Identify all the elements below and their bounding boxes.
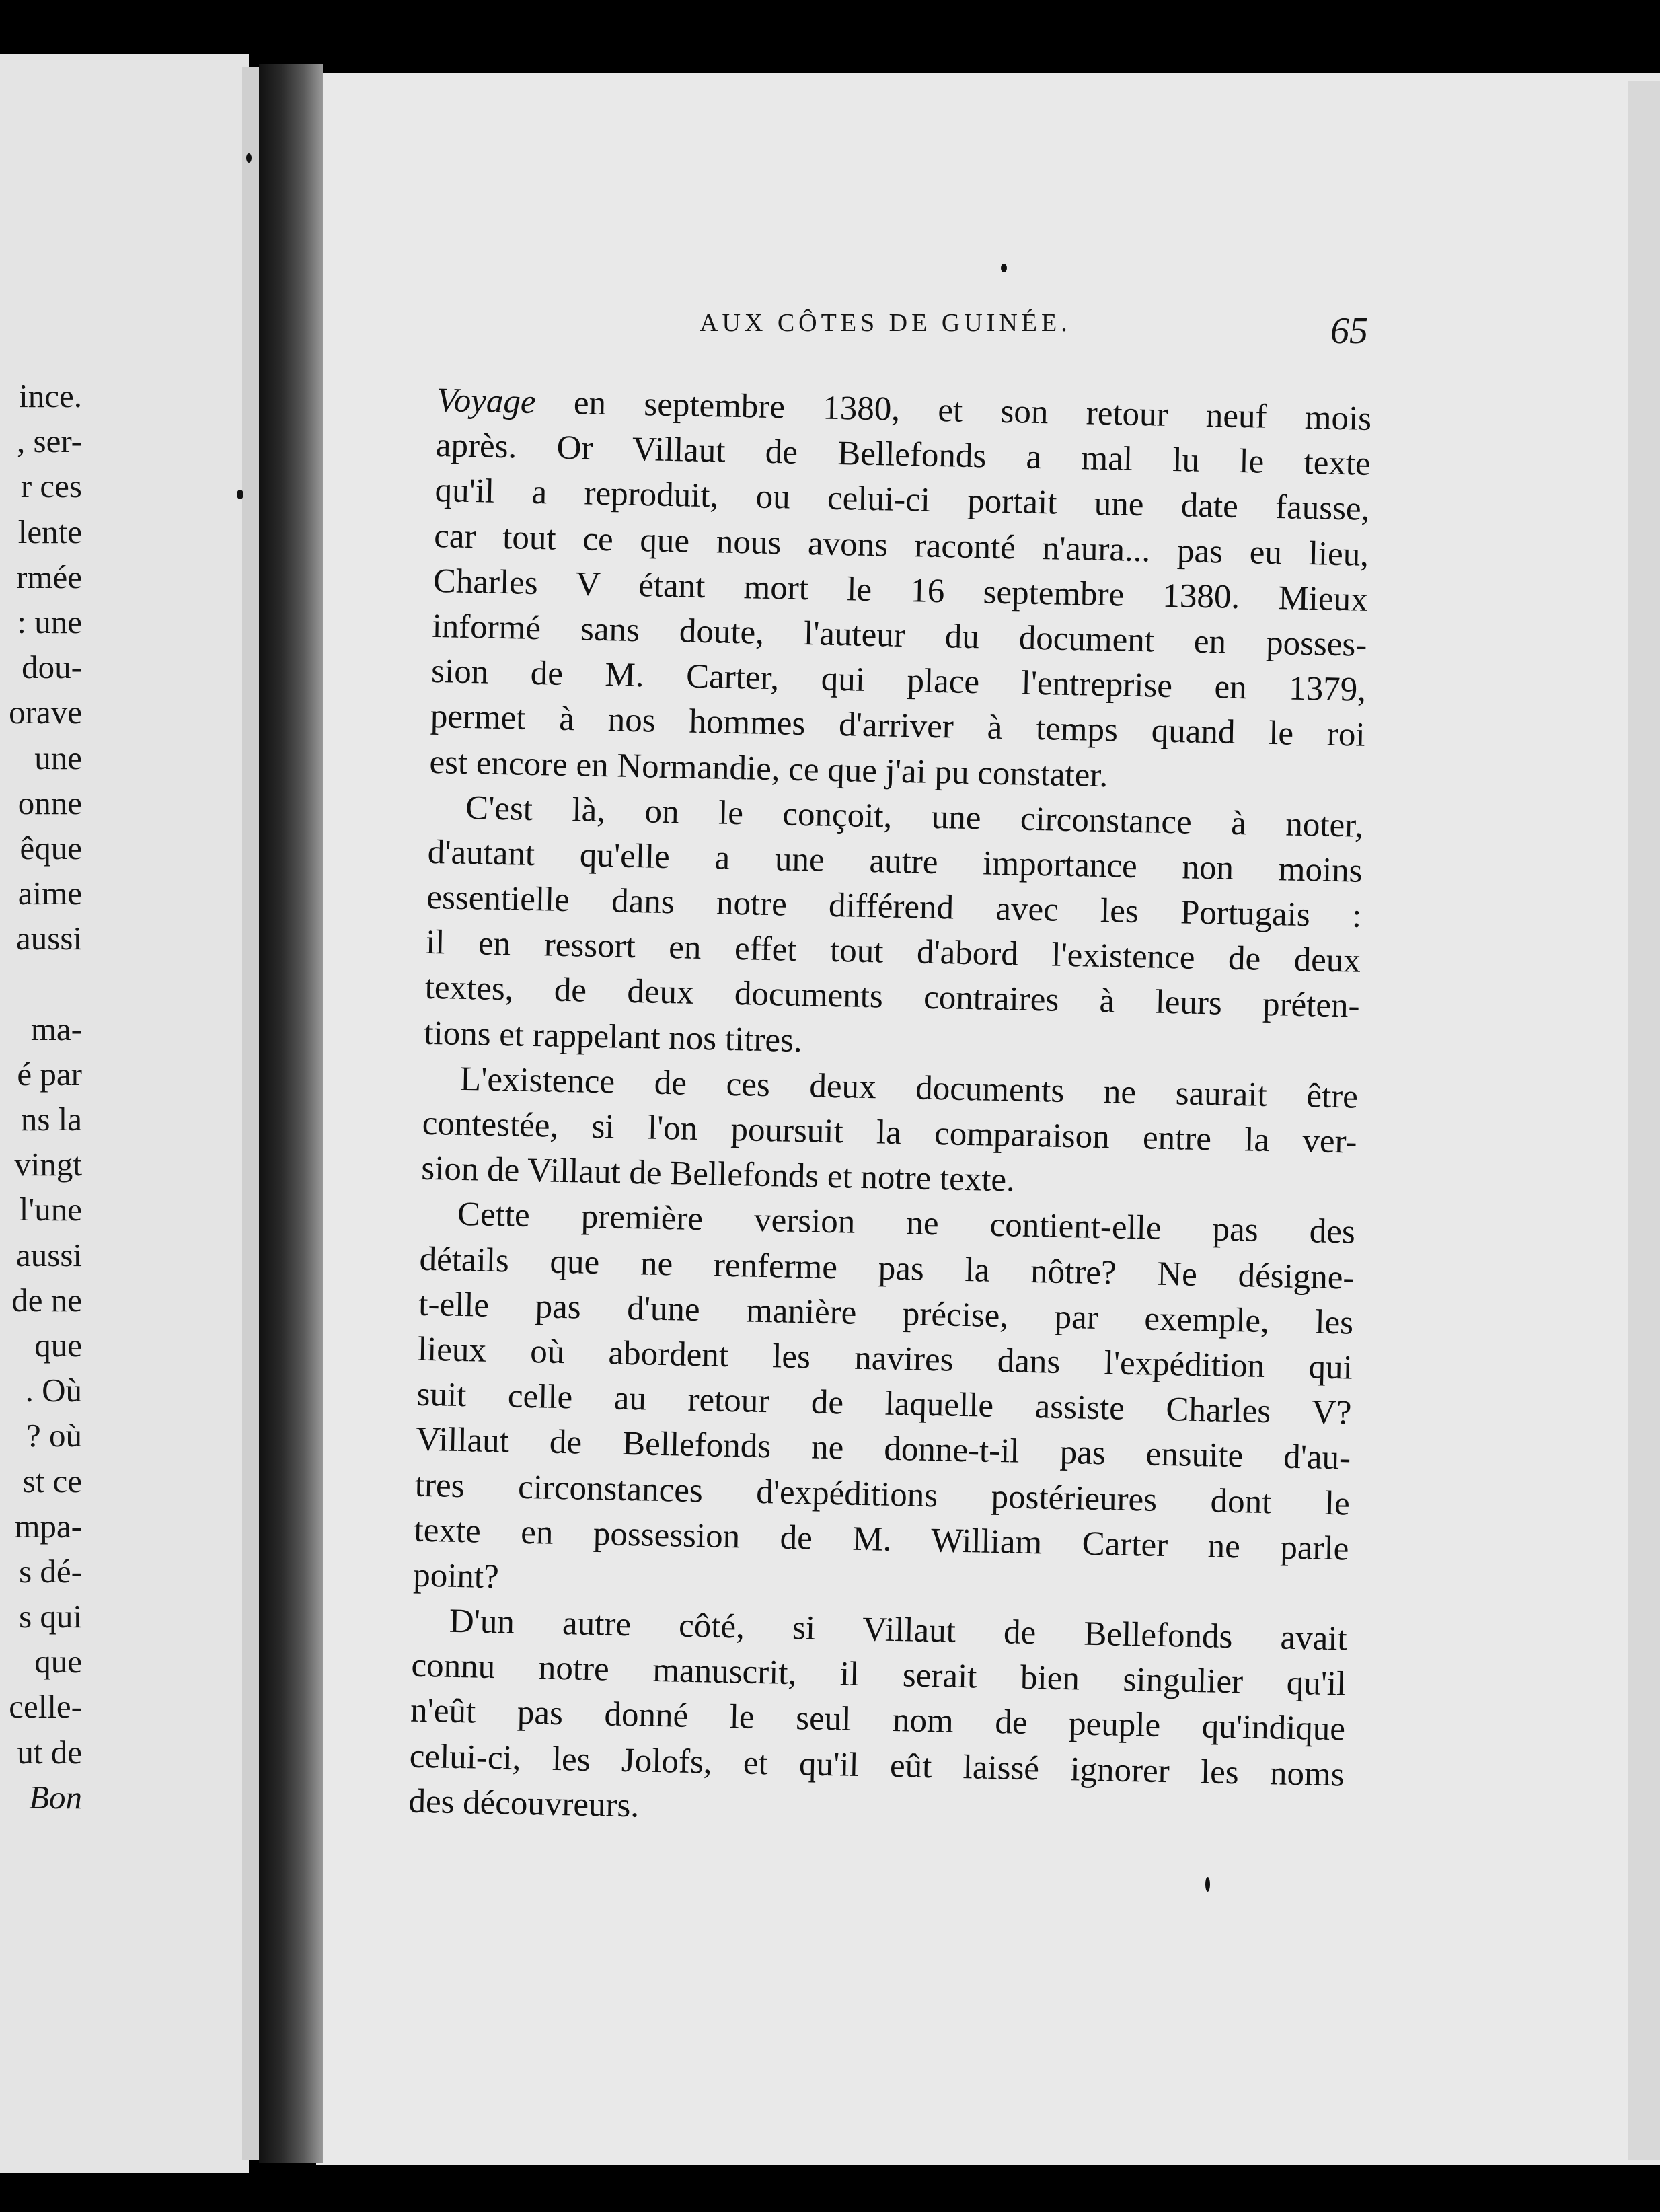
left-line: st ce bbox=[22, 1462, 82, 1500]
text-line: informé sans doute, l'auteur du document en posses- bbox=[432, 607, 1367, 664]
left-line: s qui bbox=[19, 1598, 82, 1635]
left-line: mpa- bbox=[14, 1507, 82, 1545]
left-line: ut de bbox=[17, 1733, 82, 1771]
text-line: n'eût pas donné le seul nom de peuple qu'indique bbox=[410, 1692, 1346, 1748]
left-line: lente bbox=[17, 513, 82, 550]
text-line: L'existence de ces deux documents ne saurait être bbox=[459, 1060, 1359, 1116]
left-line: rmée bbox=[16, 558, 82, 595]
left-line: celle- bbox=[9, 1688, 82, 1726]
text-line: d'autant qu'elle a une autre importance non moins bbox=[427, 833, 1363, 890]
left-line: aussi bbox=[16, 1236, 82, 1274]
right-page-edge bbox=[1628, 81, 1660, 2160]
text-line: Villaut de Bellefonds ne donne-t-il pas ensuite d'au- bbox=[415, 1421, 1351, 1477]
text-line: point? bbox=[412, 1556, 500, 1596]
text-line: sion de Villaut de Bellefonds et notre texte. bbox=[420, 1149, 1016, 1200]
left-line: vingt bbox=[14, 1146, 82, 1183]
left-line: que bbox=[34, 1643, 82, 1681]
left-line: aime bbox=[17, 875, 82, 912]
left-line: : une bbox=[17, 603, 82, 640]
text-line: tions et rappelant nos titres. bbox=[423, 1014, 803, 1060]
left-line: l'une bbox=[19, 1191, 82, 1228]
left-line: aussi bbox=[16, 920, 82, 957]
left-line: orave bbox=[9, 694, 82, 731]
text-line: connu notre manuscrit, il serait bien singulier qu'il bbox=[411, 1646, 1347, 1703]
print-speck bbox=[246, 153, 252, 163]
text-line: D'un autre côté, si Villaut de Bellefonds avait bbox=[449, 1602, 1348, 1658]
italic-word: Voyage bbox=[436, 381, 537, 421]
left-line: Bon bbox=[29, 1778, 82, 1816]
text-line: Charles V étant mort le 16 septembre 1380. Mieux bbox=[432, 562, 1369, 619]
text-line: textes, de deux documents contraires à leurs préten- bbox=[424, 969, 1361, 1026]
text-line: Cette première version ne contient-elle pas des bbox=[457, 1195, 1356, 1252]
left-line: une bbox=[34, 739, 82, 776]
left-line: que bbox=[34, 1326, 82, 1364]
left-line: , ser- bbox=[17, 422, 82, 460]
left-line: ns la bbox=[20, 1101, 82, 1138]
text-line: car tout ce que nous avons raconté n'aura... pas eu lieu, bbox=[433, 517, 1369, 574]
text-line: permet à nos hommes d'arriver à temps quand le roi bbox=[430, 698, 1366, 755]
text-line: contestée, si l'on poursuit la comparaison entre la ver- bbox=[422, 1104, 1358, 1161]
left-line: onne bbox=[17, 784, 82, 821]
text-line: texte en possession de M. William Carter ne parle bbox=[414, 1511, 1349, 1568]
text-line: il en ressort en effet tout d'abord l'existence de deux bbox=[425, 924, 1361, 980]
body-text bbox=[408, 378, 1372, 1843]
text-line: tres circonstances d'expéditions postérieures dont le bbox=[414, 1466, 1351, 1523]
running-head: AUX CÔTES DE GUINÉE. bbox=[700, 309, 1071, 337]
text-line: qu'il a reproduit, ou celui-ci portait une date fausse, bbox=[435, 472, 1370, 529]
text-line: est encore en Normandie, ce que j'ai pu constater. bbox=[428, 743, 1108, 795]
text-line: suit celle au retour de laquelle assiste Charles V? bbox=[416, 1375, 1352, 1432]
page-number: 65 bbox=[1330, 310, 1368, 352]
left-line: s dé- bbox=[19, 1552, 82, 1590]
book-gutter bbox=[259, 64, 323, 2163]
left-line: é par bbox=[17, 1055, 82, 1093]
left-line: r ces bbox=[20, 468, 82, 505]
text-line: après. Or Villaut de Bellefonds a mal lu le texte bbox=[435, 427, 1371, 484]
text-line: lieux où abordent les navires dans l'expédition qui bbox=[417, 1330, 1353, 1387]
left-line: êque bbox=[20, 829, 82, 867]
line-text: en septembre 1380, et son retour neuf mois bbox=[535, 383, 1372, 438]
text-line: celui-ci, les Jolofs, et qu'il eût laissé ignorer les noms bbox=[409, 1737, 1345, 1794]
left-line bbox=[0, 961, 82, 1006]
text-line: essentielle dans notre différend avec les Portugais : bbox=[426, 878, 1362, 935]
print-speck bbox=[237, 490, 243, 499]
print-speck bbox=[1205, 1877, 1210, 1892]
text-line: des découvreurs. bbox=[408, 1782, 640, 1825]
left-line: dou- bbox=[22, 649, 82, 686]
text-line: détails que ne renferme pas la nôtre? Ne désigne- bbox=[419, 1240, 1355, 1297]
left-line: . Où bbox=[25, 1372, 82, 1409]
text-line: C'est là, on le conçoit, une circonstance à noter, bbox=[465, 788, 1364, 845]
left-line: de ne bbox=[11, 1281, 82, 1319]
text-line: t-elle pas d'une manière précise, par exemple, les bbox=[418, 1285, 1354, 1342]
left-line: ? où bbox=[26, 1417, 82, 1454]
left-page-text bbox=[0, 373, 82, 1820]
left-line: ma- bbox=[30, 1010, 82, 1047]
text-line: sion de M. Carter, qui place l'entreprise en 1379, bbox=[430, 653, 1367, 709]
left-line: ince. bbox=[19, 377, 82, 414]
print-speck bbox=[1001, 264, 1007, 272]
